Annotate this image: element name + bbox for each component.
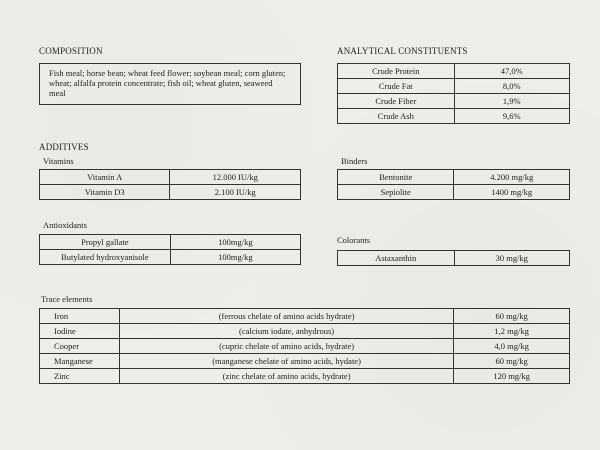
binders-table bbox=[337, 169, 570, 200]
analytical-table bbox=[337, 63, 570, 124]
antioxidant-value: 100mg/kg bbox=[170, 250, 300, 265]
constituent-value: 1,9% bbox=[454, 94, 569, 109]
trace-elements-table bbox=[39, 308, 570, 384]
binders-label: Binders bbox=[341, 156, 368, 166]
analytical-heading: ANALYTICAL CONSTITUENTS bbox=[337, 46, 468, 56]
vitamin-name: Vitamin A bbox=[40, 170, 170, 185]
constituent-name: Crude Protein bbox=[338, 64, 455, 79]
element-name: Cooper bbox=[40, 339, 120, 354]
antioxidants-label: Antioxidants bbox=[43, 220, 87, 230]
table-row bbox=[40, 170, 301, 185]
antioxidant-value: 100mg/kg bbox=[170, 235, 300, 250]
constituent-name: Crude Fat bbox=[338, 79, 455, 94]
constituent-value: 8,0% bbox=[454, 79, 569, 94]
element-value: 4,0 mg/kg bbox=[454, 339, 570, 354]
constituent-name: Crude Fiber bbox=[338, 94, 455, 109]
binder-name: Bentonite bbox=[338, 170, 454, 185]
composition-box bbox=[39, 63, 301, 105]
table-row bbox=[40, 339, 570, 354]
antioxidants-table bbox=[39, 234, 301, 265]
binder-value: 1400 mg/kg bbox=[454, 185, 570, 200]
antioxidant-name: Butylated hydroxyanisole bbox=[40, 250, 171, 265]
table-row bbox=[40, 309, 570, 324]
constituent-value: 9,6% bbox=[454, 109, 569, 124]
vitamin-value: 12.000 IU/kg bbox=[170, 170, 301, 185]
colorant-name: Astaxanthin bbox=[338, 251, 455, 266]
table-row bbox=[338, 79, 570, 94]
table-row bbox=[338, 170, 570, 185]
element-form: (calcium iodate, anhydrous) bbox=[119, 324, 453, 339]
colorants-table bbox=[337, 250, 570, 266]
antioxidant-name: Propyl gallate bbox=[40, 235, 171, 250]
element-value: 60 mg/kg bbox=[454, 309, 570, 324]
binder-value: 4.200 mg/kg bbox=[454, 170, 570, 185]
table-row bbox=[338, 251, 570, 266]
element-value: 120 mg/kg bbox=[454, 369, 570, 384]
element-name: Zinc bbox=[40, 369, 120, 384]
element-name: Iron bbox=[40, 309, 120, 324]
binder-name: Sepiolite bbox=[338, 185, 454, 200]
table-row bbox=[338, 185, 570, 200]
table-row bbox=[40, 324, 570, 339]
element-value: 1,2 mg/kg bbox=[454, 324, 570, 339]
composition-heading: COMPOSITION bbox=[39, 46, 103, 56]
constituent-value: 47,0% bbox=[454, 64, 569, 79]
element-name: Manganese bbox=[40, 354, 120, 369]
vitamins-table bbox=[39, 169, 301, 200]
composition-text: Fish meal; horse bean; wheat feed flower; soybean meal; corn gluten; wheat; alfalfa protein concentrate; fish oil; wheat gluten, seaweed meal bbox=[49, 68, 286, 98]
vitamin-name: Vitamin D3 bbox=[40, 185, 170, 200]
element-value: 60 mg/kg bbox=[454, 354, 570, 369]
element-name: Iodine bbox=[40, 324, 120, 339]
colorants-label: Colorants bbox=[337, 235, 371, 245]
table-row bbox=[338, 94, 570, 109]
vitamin-value: 2.100 IU/kg bbox=[170, 185, 301, 200]
element-form: (ferrous chelate of amino acids hydrate) bbox=[119, 309, 453, 324]
table-row bbox=[40, 369, 570, 384]
table-row bbox=[338, 109, 570, 124]
table-row bbox=[40, 250, 301, 265]
table-row bbox=[40, 235, 301, 250]
table-row bbox=[338, 64, 570, 79]
constituent-name: Crude Ash bbox=[338, 109, 455, 124]
vitamins-label: Vitamins bbox=[43, 156, 74, 166]
table-row bbox=[40, 185, 301, 200]
table-row bbox=[40, 354, 570, 369]
additives-heading: ADDITIVES bbox=[39, 142, 89, 152]
element-form: (zinc chelate of amino acids, hydrate) bbox=[119, 369, 453, 384]
colorant-value: 30 mg/kg bbox=[454, 251, 569, 266]
trace-elements-label: Trace elements bbox=[41, 294, 93, 304]
element-form: (manganese chelate of amino acids, hydate) bbox=[119, 354, 453, 369]
element-form: (cupric chelate of amino acids, hydrate) bbox=[119, 339, 453, 354]
